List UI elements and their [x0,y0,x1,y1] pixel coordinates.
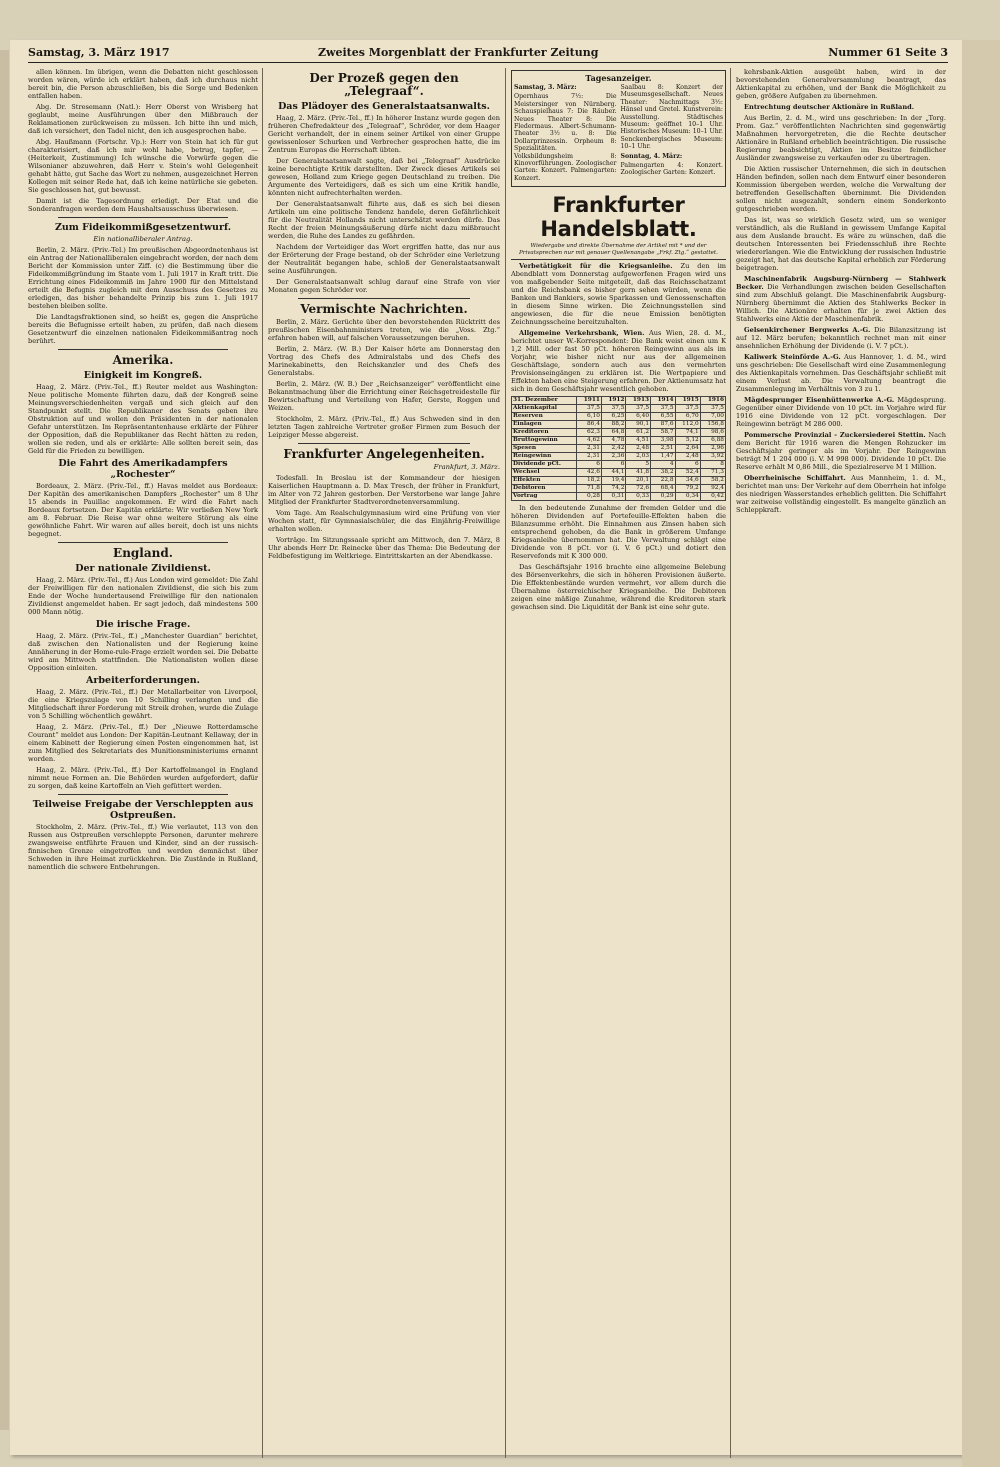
table-cell: 2,03 [626,453,651,461]
table-cell: 4,62 [577,437,602,445]
article-heading: Mägdesprunger Eisenhüttenwerke A.-G. [744,396,895,404]
table-cell: 41,8 [626,469,651,477]
reprint-notice: Wiedergabe und direkte Übernahme der Artikel mit * und der Privatsprechen nur mit genauer Quellenangabe „Frkf. Ztg.“ gestattet. [519,243,718,256]
table-row-label: Reingewinn [512,453,577,461]
table-cell: 37,5 [675,405,700,413]
table-cell: 71,3 [700,469,725,477]
section-title: Frankfurter Handelsblatt. [540,193,697,242]
article-heading: Entrechtung deutscher Aktionäre in Rußland. [744,103,915,111]
table-row-label: Einlagen [512,421,577,429]
table-header: 31. Dezember [512,397,577,405]
article-text: Stockholm, 2. März. (Priv.-Tel., ff.) Aus Schweden sind in den letzten Tagen zahlreiche Vertreter großer Firmen zum Besuch der Leipziger Messe abgereist. [268,415,500,439]
table-row [512,405,726,413]
table-cell: 64,8 [601,429,626,437]
table-cell: 6,25 [601,413,626,421]
table-cell: 4 [651,461,676,469]
article-heading: Der nationale Zivildienst. [75,563,211,574]
table-row [512,429,726,437]
table-cell: 74,1 [675,429,700,437]
column-rule [262,68,263,1458]
table-column-header: 1914 [651,397,676,405]
article-text: Aus Mannheim, 1. d. M., berichtet man uns: Der Verkehr auf dem Oberrhein hat infolge des niedrigen Wasserstandes erheblich gelitten. Die Schiffahrt war zeitweise vollständig eingestellt. Es mangelte gänzlich an Schleppkraft. [736,474,946,514]
table-cell: 58,2 [700,477,725,485]
table-cell: 88,2 [601,421,626,429]
article-heading: Maschinenfabrik Augsburg-Nürnberg — Stahlwerk Becker. [736,275,946,291]
article-text: Die Aktien russischer Unternehmen, die sich in deutschen Händen befinden, sollen nach dem Entwurf einer besonderen Kommission übergeben werden, welche die Verwaltung der betreffenden Gesellschaften übernimmt. Die Dividenden sollen nicht ausgezahlt, sondern einem Sonderkonto gutgeschrieben werden. [736,165,946,213]
table-cell: 20,1 [626,477,651,485]
article-text: Berlin, 2. März. (W. B.) Der „Reichsanzeiger“ veröffentlicht eine Bekanntmachung über die Errichtung einer Reichsgetreidestelle für Bewirtschaftung und Verteilung von Hafer, Gerste, Roggen und Weizen. [268,380,500,412]
article-text: Haag, 2. März. (Priv.-Tel., ff.) „Manchester Guardian“ berichtet, daß zwischen den Nationalisten und der Regierung keine Annäherung in der Home-rule-Frage erzielt worden sei. Die Debatte wird am Mittwoch stattfinden. Die Nationalisten wollen diese Opposition einleiten. [28,632,258,672]
table-cell: 74,2 [601,485,626,493]
table-cell: 2,48 [626,445,651,453]
table-cell: 92,4 [700,485,725,493]
table-cell: 42,6 [577,469,602,477]
article-text: Nachdem der Verteidiger das Wort ergriffen hatte, das nur aus der Erörterung der Frage bestand, ob der Schröder eine Verletzung der Neutralität begangen habe, schloß der Generalstaatsanwalt seine Ausführungen. [268,243,500,275]
article-text: Haag, 2. März. (Priv.-Tel., ff.) Der Kartoffelmangel in England nimmt neue Formen an. Die Behörden wurden aufgefordert, dafür zu sorgen, daß keine Kartoffeln an Vieh gefüttert werden. [28,766,258,790]
table-cell: 6,55 [651,413,676,421]
divider [58,542,228,543]
page-edge [962,40,1000,1467]
article-heading: Pommersche Provinzial - Zuckersiederei Stettin. [744,431,926,439]
divider [58,794,228,795]
article-text: Aus Wien, 28. d. M., berichtet unser W.-Korrespondent: Die Bank weist einen um K 1,2 Mill. oder fast 50 pCt. höheren Reingewinn aus als im Vorjahr, wie bisher nicht nur aus der allgemeinen Geschäftslage, sondern auch aus den vermehrten Provisionseingängen zu erklären ist. Die Wertpapiere und Effekten haben eine Steigerung erfahren. Der Aktienumsatz hat sich in dem Geschäftsjahr wesentlich gehoben. [511,329,726,394]
article-text: Nach dem Bericht für 1916 waren die Mengen Rohzucker im Geschäftsjahr geringer als im Vorjahr. Der Reingewinn beträgt M 1 204 000 (i. V. M 998 000). Dividende 10 pCt. Die Reserve erhält M 0,86 Mill., die Spezialreserve M 1 Million. [736,431,946,471]
table-row-label: Debitoren [512,485,577,493]
article-text: Berlin, 2. März. (Priv.-Tel.) Im preußischen Abgeordnetenhaus ist ein Antrag der Nationalliberalen eingebracht worden, der nach dem Bericht der Kommission unter Ziff. (c) die Bestimmung über die Fideikommißgründung im Staate vom 1. Juli 1917 in Kraft tritt. Die Errichtung eines Fideikommiß im Jahre 1900 für den Mittelstand erteilt die Befugnis zugleich mit dem Ausschuss des Gesetzes zu erledigen, das bisher behandelte Prinzip bis zum 1. Juli 1917 bestehen bleiben sollte. [28,246,258,310]
table-cell: 22,8 [651,477,676,485]
listings-date: Samstag, 3. März: [514,84,577,91]
table-cell: 2,64 [675,445,700,453]
column-1 [28,68,258,1458]
table-cell: 0,34 [675,493,700,501]
table-row [512,453,726,461]
article-text: Abg. Dr. Stresemann (Natl.): Herr Oberst von Wrisberg hat geglaubt, meine Ausführungen über den Mißbrauch der Reklamationen zurückweisen zu müssen. Ich bitte ihn und mich, daß ich versichert, den Tadel nicht, den ich ausgesprochen habe. [28,103,258,135]
article-text: Der Generalstaatsanwalt führte aus, daß es sich bei diesen Artikeln um eine politische Tendenz handele, deren Gefährlichkeit für die Neutralität Hollands nicht unterschätzt werden dürfe. Das Recht der freien Meinungsäußerung dürfe nicht dazu mißbraucht werden, die Ruhe des Landes zu gefährden. [268,200,500,240]
article-text: Damit ist die Tagesordnung erledigt. Der Etat und die Sonderanfragen werden dem Haushaltsausschuss überwiesen. [28,197,258,213]
column-2 [268,68,500,1458]
table-row-label: Aktienkapital [512,405,577,413]
table-cell: 1,47 [651,453,676,461]
table-row-label: Kreditoren [512,429,577,437]
table-column-header: 1913 [626,397,651,405]
article-text: Zu den im Abendblatt vom Donnerstag aufgeworfenen Fragen wird uns von maßgebender Seite mitgeteilt, daß das Reichsschatzamt und die Reichsbank es bisher gern sehen würden, wenn die Banken und Bankiers, sowie Sparkassen und Genossenschaften in diesem Sinne wirken. Die Zeichnungsstellen sind angewiesen, die für die neue Emission benötigten Zeichnungsscheine bereitzuhalten. [511,262,726,327]
listings-entries: Saalbau 8: Konzert der Museumsgesellschaft. Neues Theater: Nachmittags 3½: Hänsel und Gretel. Kunstverein: Ausstellung. Städtisches Museum: geöffnet 10–1 Uhr. Historisches Museum: 10–1 Uhr. Senckenbergisches Museum: 10–1 Uhr. [620,84,724,151]
article-text: Haag, 2. März. (Priv.-Tel., ff.) Der „Nieuwe Rotterdamsche Courant“ meldet aus London: Der Kapitän-Leutnant Kellaway, der in einem Kabinett der Regierung einen Posten eingenommen hat, ist zum Mitglied des Sekretariats des Munitionsministeriums ernannt worden. [28,723,258,763]
table-cell: 156,8 [700,421,725,429]
article-text: Berlin, 2. März. Gerüchte über den bevorstehenden Rücktritt des preußischen Eisenbahnministers treten, wie die „Voss. Ztg.“ erfahren haben will, auf falschen Voraussetzungen beruhen. [268,318,500,342]
table-cell: 18,2 [577,477,602,485]
table-row-label: Spesen [512,445,577,453]
divider [298,298,470,299]
article-text: Bordeaux, 2. März. (Priv.-Tel., ff.) Havas meldet aus Bordeaux: Der Kapitän des amerikanischen Dampfers „Rochester“ um 8 Uhr 15 abends in Pauillac angekommen. Er wird die Fahrt nach Bordeaux fortsetzen. Der Kapitän erklärte: Wir verließen New York am 8. Februar. Die Reise war ohne weitere Störung als eine gewöhnliche Fahrt. Wir waren auf alles bereit, doch ist uns nichts begegnet. [28,482,258,538]
table-cell: 2,51 [651,445,676,453]
table-cell: 62,3 [577,429,602,437]
table-cell: 37,5 [651,405,676,413]
column-rule [505,68,506,1458]
article-text: In den bedeutende Zunahme der fremden Gelder und die höheren Dividenden auf Portefeuille-Effekten haben die Bilanzsumme erhöht. Die Einnahmen aus Zinsen haben sich entsprechend gehoben, da die Bank in größerem Umfange Kriegsanleihe übernommen hat. Die Verwaltung schlägt eine Dividende von 8 pCt. vor (i. V. 6 pCt.) und dotiert den Reservefonds mit K 300 000. [511,504,726,561]
listings-entries: Palmengarten 4: Konzert. Zoologischer Garten: Konzert. [620,162,723,177]
table-cell: 0,29 [651,493,676,501]
table-row-label: Effekten [512,477,577,485]
divider [58,349,228,350]
table-cell: 3,92 [700,453,725,461]
article-text: Haag, 2. März. (Priv.-Tel., ff.) In höherer Instanz wurde gegen den früheren Chefredakteur des „Telegraaf“, Schröder, vor dem Haager Gericht verhandelt, der in einem seiner Artikel von einer Gruppe gewissenloser Schurken und Verbrecher gesprochen hatte, die im Zentrum Europas die Herrschaft übten. [268,114,500,154]
masthead [28,46,948,63]
column-4 [736,68,946,1458]
table-row-label: Reserven [512,413,577,421]
table-row [512,485,726,493]
article-text: kehrsbank-Aktien ausgeübt haben, wird in der bevorstehenden Generalversammlung beantragt, das Aktienkapital zu erhöhen, und der Bank die Möglichkeit zu geben, größere Aufgaben zu übernehmen. [736,68,946,100]
table-cell: 2,96 [700,445,725,453]
table-cell: 2,31 [577,453,602,461]
table-cell: 86,4 [577,421,602,429]
financial-table [511,396,726,501]
table-cell: 2,36 [601,453,626,461]
table-cell: 87,6 [651,421,676,429]
table-cell: 0,42 [700,493,725,501]
article-heading: Verbetätigkeit für die Kriegsanleihe. [519,262,673,271]
table-cell: 0,31 [601,493,626,501]
listings-entries: Opernhaus 7½: Die Meistersinger von Nürnberg. Schauspielhaus 7: Die Räuber. Neues Theater 8: Die Fledermaus. Albert-Schumann-Theater 3½ u. 8: Die Dollarprinzessin. Orpheum 8: Spezialitäten. Volksbildungsheim 8: Kinovorführungen. Zoologischer Garten: Konzert. Palmengarten: Konzert. [514,93,617,182]
table-cell: 3,98 [651,437,676,445]
article-text: Die Bilanzsitzung ist auf 12. März berufen; bekanntlich rechnet man mit einer ansehnlichen Erhöhung der Dividende (i. V. 7 pCt.). [736,326,946,350]
table-cell: 58,7 [651,429,676,437]
table-cell: 37,5 [700,405,725,413]
article-text: Das ist, was so wirklich Gesetz wird, um so weniger verständlich, als die Rußland in gewissem Umfange Kapital aus dem Auslande braucht. Es wäre zu wünschen, daß die deutschen Interessenten bei Friedensschluß ihre Rechte wiedererlangen. Wie die Entwicklung der russischen Industrie gezeigt hat, hat das deutsche Kapital erheblich zur Förderung beigetragen. [736,216,946,272]
table-row [512,461,726,469]
article-text: Haag, 2. März. (Priv.-Tel., ff.) Der Metallarbeiter von Liverpool, die eine Kriegszulage von 10 Schilling verlangten und die Mitgliedschaft ihrer Forderung mit Streik drohen, wurde die Zulage von 5 Schilling wöchentlich gewährt. [28,688,258,720]
article-text: Haag, 2. März. (Priv.-Tel., ff.) Reuter meldet aus Washington: Neue politische Momente führten dazu, daß der Kongreß seine Meinungsverschiedenheiten vergaß und sich gleich auf den Standpunkt stellt. Die Republikaner des Senats geben ihre Obstruktion auf und wollen den Präsidenten in der nationalen Gefahr unterstützen. Im Repräsentantenhause erklärte der Führer der Opposition, daß die Republikaner das Recht hätten zu reden, wollen sie reden, und als er erklärte: Alle sollten bereit sein, das Geld für die Frieden zu bewilligen. [28,383,258,455]
article-text: Aus Berlin, 2. d. M., wird uns geschrieben: In der „Torg. Prom. Gaz.“ veröffentlichten Nachrichten sind gegenwärtig Maßnahmen hervorgetreten, die die Rechte deutscher Aktionäre in Rußland erheblich beeinträchtigen. Die russische Regierung beabsichtigt, Aktien im Besitze feindlicher Ausländer zwangsweise zu verkaufen oder zu übertragen. [736,114,946,162]
table-cell: 72,6 [626,485,651,493]
section-heading: Amerika. [112,353,174,367]
table-cell: 6,40 [626,413,651,421]
table-row [512,421,726,429]
table-cell: 6 [601,461,626,469]
table-cell: 37,5 [626,405,651,413]
table-cell: 6 [577,461,602,469]
table-row [512,445,726,453]
table-cell: 34,6 [675,477,700,485]
table-cell: 7,00 [700,413,725,421]
adjacent-page-strip [0,50,9,1430]
article-text: Die Verhandlungen zwischen beiden Gesellschaften sind zum Abschluß gelangt. Die Maschinenfabrik Augsburg-Nürnberg übernimmt die Aktien des Stahlwerks Becker in Willich. Die Aktionäre erhalten für je zwei Aktien des Stahlwerks eine Aktie der Maschinenfabrik. [736,283,946,323]
article-heading: Die irische Frage. [95,619,191,630]
article-subheading: Das Plädoyer des Generalstaatsanwalts. [278,101,490,112]
article-heading: Gelsenkirchener Bergwerks A.-G. [744,326,871,334]
article-text: Stockholm, 2. März. (Priv.-Tel., ff.) Wie verlautet, 113 von den Russen aus Ostpreußen verschleppte Personen, darunter mehrere zwangsweise entführte Frauen und Kinder, sind an der russisch-finnischen Grenze eingetroffen und werden demnächst über Schweden in ihre Heimat zurückkehren. Die Zustände in Rußland, namentlich die schwere Entbehrungen. [28,823,258,871]
article-text: Abg. Haußmann (Fortschr. Vp.): Herr von Stein hat ich für gut charakterisiert, daß ich mir wohl habe, betrug, tapfer, — (Heiterkeit, Zustimmung) Ich wünsche die Vorwürfe gegen die Wilsonianer abzuwehren, daß Herr v. Stein's wohl Gelegenheit gehabt hätte, gut Sache das Wort zu nehmen, ausgezeichnet Herren Kollegen mit seiner Rede hat, daß ich keine natürliche sie gebeten. Sie geschlossen hat, gut bewusst. [28,138,258,194]
section-heading: England. [113,546,173,560]
dateline: Frankfurt, 3. März. [433,463,500,471]
article-heading: Teilweise Freigabe der Verschleppten aus Ostpreußen. [32,799,254,821]
table-row [512,477,726,485]
section-heading: Frankfurter Angelegenheiten. [283,447,485,461]
table-cell: 37,5 [577,405,602,413]
table-cell: 38,2 [651,469,676,477]
table-column-header: 1915 [675,397,700,405]
table-cell: 4,78 [601,437,626,445]
table-cell: 0,28 [577,493,602,501]
table-cell: 5,12 [675,437,700,445]
table-row [512,469,726,477]
divider [511,259,726,260]
table-cell: 90,1 [626,421,651,429]
article-text: Der Generalstaatsanwalt sagte, daß bei „Telegraaf“ Ausdrücke keine berechtigte Kritik darstellten. Der Zweck dieses Artikels sei gewesen, Holland zum Kriege gegen Deutschland zu treiben. Die Argumente des Verteidigers, daß es sich um eine Kritik handle, könnten nicht aufrechterhalten werden. [268,157,500,197]
column-3 [511,68,726,1458]
table-row [512,493,726,501]
article-text: allen können. Im übrigen, wenn die Debatten nicht geschlossen worden wären, würde ich erklärt haben, daß ich durchaus nicht bereit bin, die Person abzuschließen, bis die Sorge und Bedenken entfallen haben. [28,68,258,100]
table-cell: 79,2 [675,485,700,493]
table-cell: 2,42 [601,445,626,453]
listings-box [511,70,726,187]
table-row [512,413,726,421]
article-heading: Arbeiterforderungen. [86,675,200,686]
article-text: Aus Hannover, 1. d. M., wird uns geschrieben: Die Gesellschaft wird eine Zusammenlegung des Aktienkapitals vornehmen. Das Geschäftsjahr schließt mit einem Verlust ab. Die Verwaltung beantragt die Zusammenlegung im Verhältnis von 3 zu 1. [736,353,946,393]
table-row-label: Vortrag [512,493,577,501]
masthead-page-number: Nummer 61 Seite 3 [828,46,948,59]
table-column-header: 1916 [700,397,725,405]
article-heading: Einigkeit im Kongreß. [83,370,203,381]
article-text: Vom Tage. Am Realschulgymnasium wird eine Prüfung von vier Wochen statt, für Gymnasialschüler, die das Einjährig-Freiwillige erhalten wollen. [268,509,500,533]
article-heading: Oberrheinische Schiffahrt. [744,474,846,482]
article-text: Der Generalstaatsanwalt schlug darauf eine Strafe von vier Monaten gegen Schröder vor. [268,278,500,294]
table-cell: 37,5 [601,405,626,413]
table-cell: 2,48 [675,453,700,461]
divider [298,443,470,444]
article-text: Berlin, 2. März. (W. B.) Der Kaiser hörte am Donnerstag den Vortrag des Chefs des Admiralstabs und des Chefs des Marinekabinetts, den Reichskanzler und des Chefs des Generalstabs. [268,345,500,377]
listings-date: Sonntag, 4. März: [620,152,683,160]
table-row-label: Bruttogewinn [512,437,577,445]
article-text: Todesfall. In Breslau ist der Kommandeur der hiesigen Kaiserlichen Hauptmann a. D. Max Tresch, der früher in Frankfurt, im Alter von 72 Jahren gestorben. Der Verstorbene war lange Jahre Mitglied der Frankfurter Stadtverordnetenversammlung. [268,474,500,506]
article-text: Das Geschäftsjahr 1916 brachte eine allgemeine Belebung des Börsenverkehrs, die sich in höheren Provisionen äußerte. Die Effektenbestände wurden vermehrt, vor allem durch die Übernahme österreichischer Kriegsanleihe. Die Debitoren zeigen eine mäßige Zunahme, während die Kreditoren stark gewachsen sind. Die Liquidität der Bank ist eine sehr gute. [511,563,726,612]
masthead-date: Samstag, 3. März 1917 [28,46,170,59]
table-cell: 68,4 [651,485,676,493]
table-column-header: 1912 [601,397,626,405]
table-cell: 5 [626,461,651,469]
table-cell: 61,2 [626,429,651,437]
table-column-header: 1911 [577,397,602,405]
article-heading: Die Fahrt des Amerikadampfers „Rochester“ [58,458,228,480]
divider [58,217,228,218]
table-cell: 44,1 [601,469,626,477]
table-cell: 0,33 [626,493,651,501]
table-cell: 6,88 [700,437,725,445]
table-cell: 6,10 [577,413,602,421]
article-text: Die Landtagsfraktionen sind, so heißt es, gegen die Ansprüche bereits die Befugnisse erteilt haben, zu prüfen, daß nach diesem Gesetzentwurf die einzelnen nationalen Fideikommißantrag noch berührt. [28,313,258,345]
table-cell: 6,70 [675,413,700,421]
section-heading: Vermischte Nachrichten. [300,302,468,316]
table-cell: 98,6 [700,429,725,437]
table-row-label: Wechsel [512,469,577,477]
table-cell: 112,0 [675,421,700,429]
article-heading: Der Prozeß gegen den „Telegraaf“. [309,71,459,98]
table-cell: 52,4 [675,469,700,477]
article-heading: Allgemeine Verkehrsbank, Wien. [519,329,645,338]
table-row [512,437,726,445]
article-subheading: Ein nationalliberaler Antrag. [93,235,193,243]
table-cell: 4,51 [626,437,651,445]
article-text: Vorträge. Im Sitzungssaale spricht am Mittwoch, den 7. März, 8 Uhr abends Herr Dr. Reinecke über das Thema: Die Bedeutung der Feldbefestigung im Weltkriege. Eintrittskarten an der Abendkasse. [268,536,500,560]
listings-heading: Tagesanzeiger. [585,73,652,83]
table-cell: 6 [675,461,700,469]
table-cell: 8 [700,461,725,469]
article-heading: Kaliwerk Steinförde A.-G. [744,353,841,361]
table-row-label: Dividende pCt. [512,461,577,469]
article-text: Mägdesprung. Gegenüber einer Dividende von 10 pCt. im Vorjahre wird für 1916 eine Dividende von 12 pCt. vorgeschlagen. Der Reingewinn beträgt M 286 000. [736,396,946,428]
table-cell: 71,8 [577,485,602,493]
table-cell: 19,4 [601,477,626,485]
masthead-title: Zweites Morgenblatt der Frankfurter Zeitung [318,46,599,59]
article-text: Haag, 2. März. (Priv.-Tel., ff.) Aus London wird gemeldet: Die Zahl der Freiwilligen für den nationalen Zivildienst, die sich bis zum Ende der Woche hundertausend Freiwillige für den nationalen Zivildienst angemeldet haben. Er sagt jedoch, daß mindestens 500 000 Mann nötig. [28,576,258,616]
column-rule [730,68,731,1458]
table-cell: 2,31 [577,445,602,453]
article-heading: Zum Fideikommißgesetzentwurf. [54,222,232,233]
